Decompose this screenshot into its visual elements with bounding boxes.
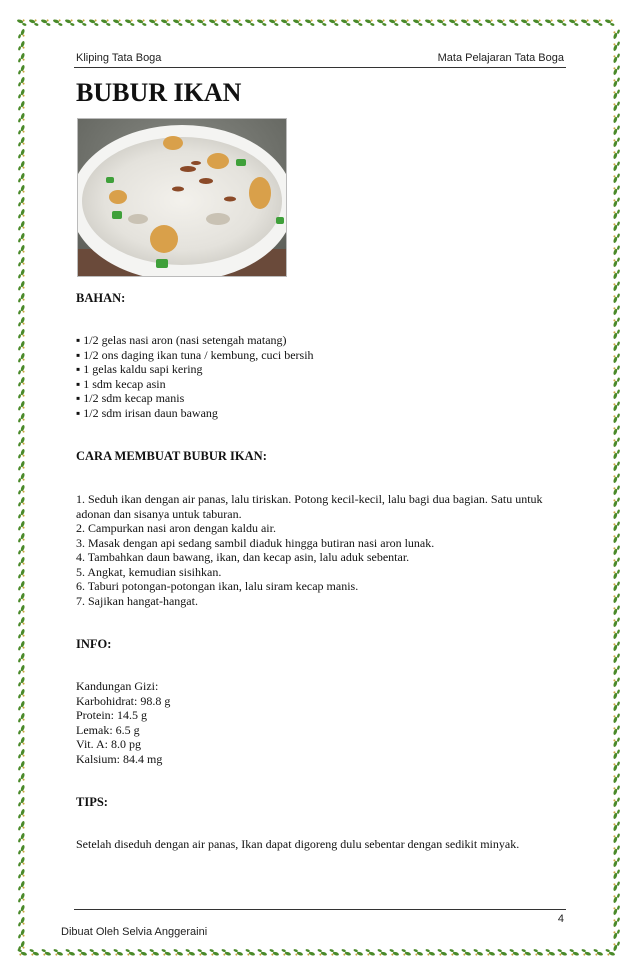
bahan-item: ▪ 1/2 gelas nasi aron (nasi setengah matang) (76, 333, 287, 347)
footer-author: Dibuat Oleh Selvia Anggeraini (61, 926, 208, 938)
info-list (76, 679, 566, 766)
bahan-item: ▪ 1/2 sdm kecap manis (76, 391, 185, 405)
info-heading: INFO: (76, 637, 112, 651)
page-number: 4 (557, 913, 564, 925)
header-right: Mata Pelajaran Tata Boga (437, 52, 564, 64)
cara-step: 1. Seduh ikan dengan air panas, lalu tiriskan. Potong kecil-kecil, lalu bagi dua bagian. Satu untuk adonan dan sisanya untuk taburan. (76, 492, 543, 521)
bubur-ikan-photo (77, 118, 287, 277)
bahan-list (76, 333, 566, 420)
info-line: Kalsium: 84.4 mg (76, 751, 163, 766)
cara-step: 4. Tambahkan daun bawang, ikan, dan kecap asin, lalu aduk sebentar. (76, 550, 410, 564)
info-line: Karbohidrat: 98.8 g (76, 693, 171, 708)
cara-step: 6. Taburi potongan-potongan ikan, lalu siram kecap manis. (76, 579, 359, 593)
tips-text: Setelah diseduh dengan air panas, Ikan dapat digoreng dulu sebentar dengan sedikit minyak. (76, 837, 520, 851)
bahan-item: ▪ 1 gelas kaldu sapi kering (76, 362, 203, 376)
cara-heading: CARA MEMBUAT BUBUR IKAN: (76, 449, 267, 463)
bahan-item: ▪ 1 sdm kecap asin (76, 376, 166, 391)
page-title: BUBUR IKAN (76, 78, 242, 107)
bahan-item: ▪ 1/2 ons daging ikan tuna / kembung, cuci bersih (76, 347, 314, 362)
info-line: Lemak: 6.5 g (76, 722, 140, 737)
cara-step: 5. Angkat, kemudian sisihkan. (76, 564, 222, 579)
info-line: Vit. A: 8.0 pg (76, 737, 141, 751)
cara-step: 7. Sajikan hangat-hangat. (76, 593, 198, 608)
cara-step: 2. Campurkan nasi aron dengan kaldu air. (76, 521, 276, 535)
cara-step: 3. Masak dengan api sedang sambil diaduk hingga butiran nasi aron lunak. (76, 535, 435, 550)
tips-heading: TIPS: (76, 795, 108, 809)
header-left: Kliping Tata Boga (76, 52, 162, 64)
bahan-item: ▪ 1/2 sdm irisan daun bawang (76, 405, 218, 420)
header-rule (74, 67, 566, 68)
footer-rule (74, 909, 566, 910)
cara-steps (76, 492, 568, 608)
bahan-heading: BAHAN: (76, 291, 126, 305)
info-line: Protein: 14.5 g (76, 708, 147, 722)
info-line: Kandungan Gizi: (76, 679, 159, 693)
